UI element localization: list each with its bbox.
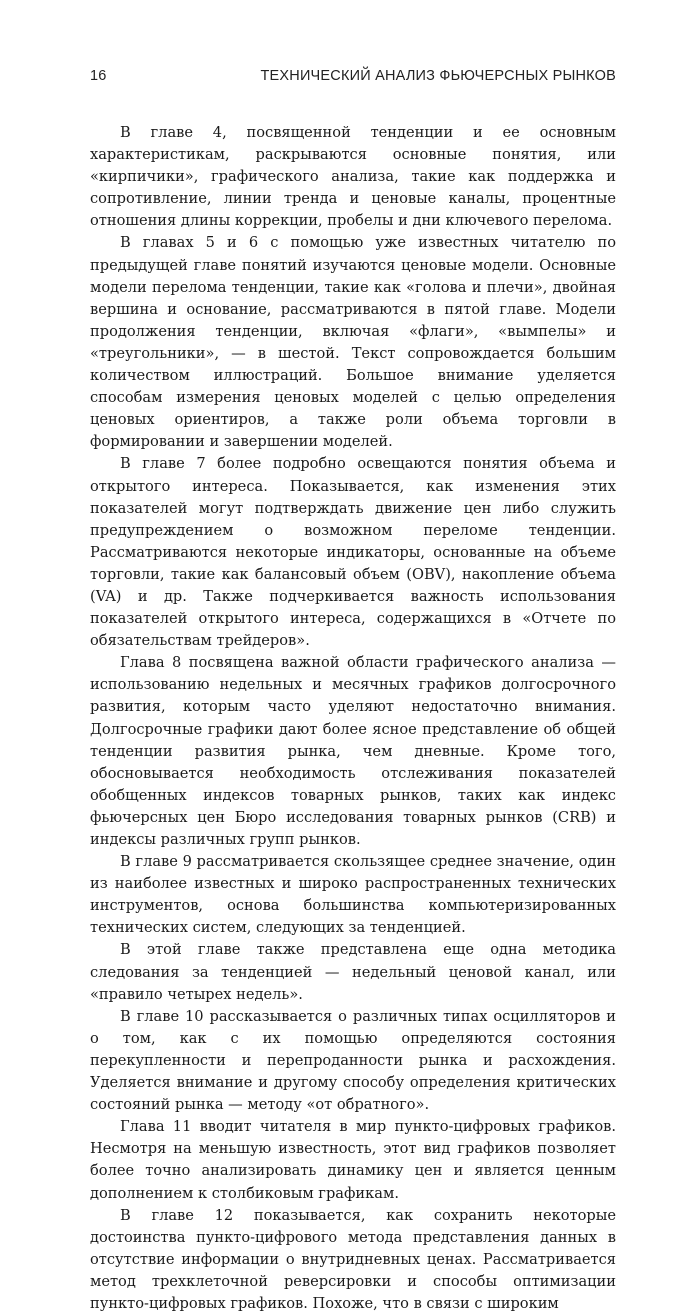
running-title: ТЕХНИЧЕСКИЙ АНАЛИЗ ФЬЮЧЕРСНЫХ РЫНКОВ xyxy=(260,68,616,84)
paragraph-chapter-11: Глава 11 вводит читателя в мир пункто-цифровых графиков. Несмотря на меньшую известность, этот вид графиков позволяет более точно анализировать динамику цен и является ценным дополнением к столбиковым графикам. xyxy=(90,1118,616,1202)
paragraph-chapter-7: В главе 7 более подробно освещаются понятия объема и открытого интереса. Показывается, как изменения этих показателей могут подтверждать движение цен либо служить предупреждением о возможном переломе тенденции. Рассматриваются некоторые индикаторы, основанные на объеме торговли, такие как балансовый объем (OBV), накопление объема (VA) и др. Также подчеркивается важность использования показателей открытого интереса, содержащихся в «Отчете по обязательствам трейдеров». xyxy=(90,455,616,650)
paragraph-chapter-8: Глава 8 посвящена важной области графического анализа — использованию недельных и месячных графиков долгосрочного развития, которым часто уделяют недостаточно внимания. Долгосрочные графики дают более ясное представление об общей тенденции развития рынка, чем дневные. Кроме того, обосновывается необходимость отслеживания показателей обобщенных индексов товарных рынков, таких как индекс фьючерсных цен Бюро исследования товарных рынков (CRB) и индексы различных групп рынков. xyxy=(90,654,616,848)
body-text xyxy=(90,122,616,1315)
paragraph-chapter-10: В главе 10 рассказывается о различных типах осцилляторов и о том, как с их помощью определяются состояния перекупленности и перепроданности рынка и расхождения. Уделяется внимание и другому способу определения критических состояний рынка — методу «от обратного». xyxy=(90,1007,616,1114)
paragraph-chapter-4: В главе 4, посвященной тенденции и ее основным характеристикам, раскрываются основные понятия, или «кирпичики», графического анализа, такие как поддержка и сопротивление, линии тренда и ценовые каналы, процентные отношения длины коррекции, пробелы и дни ключевого перелома. xyxy=(90,124,616,230)
paragraph-chapter-9: В главе 9 рассматривается скользящее среднее значение, один из наиболее известных и широко распространенных технических инструментов, основа большинства компьютеризированных технических систем, следующих за тенденцией. xyxy=(90,853,616,937)
paragraph-four-week-rule: В этой главе также представлена еще одна методика следования за тенденцией — недельный ценовой канал, или «правило четырех недель». xyxy=(90,941,616,1003)
running-head xyxy=(90,68,616,88)
paragraph-chapter-12: В главе 12 показывается, как сохранить некоторые достоинства пункто-цифрового метода представления данных в отсутствие информации о внутридневных ценах. Рассматривается метод трехклеточной реверсировки и способы оптимизации пункто-цифровых графиков. Похоже, что в связи с широким xyxy=(90,1206,616,1312)
paragraph-chapters-5-6: В главах 5 и 6 с помощью уже известных читателю по предыдущей главе понятий изучаются ценовые модели. Основные модели перелома тенденции, такие как «голова и плечи», двойная вершина и основание, рассматриваются в пятой главе. Модели продолжения тенденции, включая «флаги», «вымпелы» и «треугольники», — в шестой. Текст сопровождается большим количеством иллюстраций. Большое внимание уделяется способам измерения ценовых моделей с целью определения ценовых ориентиров, а также роли объема торговли в формировании и завершении моделей. xyxy=(90,234,616,451)
page-number: 16 xyxy=(90,68,107,84)
